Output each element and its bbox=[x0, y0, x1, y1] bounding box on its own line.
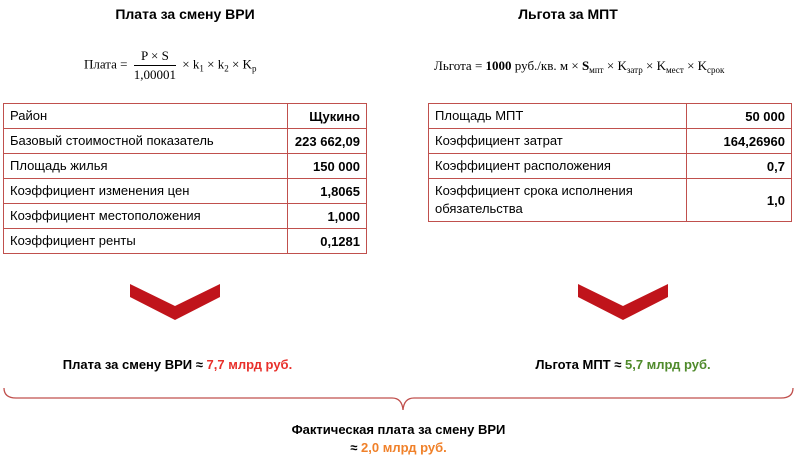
table-row bbox=[4, 129, 367, 154]
formula-k2-sub: 2 bbox=[224, 63, 229, 74]
benefit-title: Льгота за МПТ bbox=[518, 6, 618, 22]
formula-numerator: P × S bbox=[134, 48, 176, 66]
row-value: 150 000 bbox=[288, 154, 367, 179]
row-label: Коэффициент ренты bbox=[4, 229, 288, 254]
formula-denominator: 1,00001 bbox=[133, 67, 177, 82]
actual-payment-line bbox=[0, 439, 797, 457]
row-label: Коэффициент срока исполнения обязательства bbox=[429, 179, 687, 222]
formula-kzatr: × K bbox=[603, 58, 627, 73]
row-label: Площадь МПТ bbox=[429, 104, 687, 129]
formula-unit: руб./кв. м × bbox=[511, 58, 582, 73]
table-row bbox=[4, 204, 367, 229]
table-row bbox=[429, 129, 792, 154]
payment-result-label: Плата за смену ВРИ ≈ bbox=[62, 357, 207, 372]
formula-kp: × K bbox=[231, 56, 252, 72]
row-label: Площадь жилья bbox=[4, 154, 288, 179]
formula-kmest-sub: мест bbox=[665, 65, 684, 75]
row-label: Базовый стоимостной показатель bbox=[4, 129, 288, 154]
row-value: 50 000 bbox=[686, 104, 791, 129]
table-row bbox=[4, 229, 367, 254]
row-value: 1,000 bbox=[288, 204, 367, 229]
row-value: 164,26960 bbox=[686, 129, 791, 154]
row-value: 0,1281 bbox=[288, 229, 367, 254]
row-label: Коэффициент изменения цен bbox=[4, 179, 288, 204]
chevron-shape bbox=[130, 284, 220, 320]
curly-brace-icon bbox=[2, 386, 795, 414]
row-label: Район bbox=[4, 104, 288, 129]
formula-kmest: × K bbox=[642, 58, 666, 73]
formula-fraction bbox=[134, 48, 176, 83]
formula-s-sub: мпт bbox=[589, 65, 604, 75]
chevron-down-icon bbox=[578, 284, 668, 320]
row-value: 1,0 bbox=[686, 179, 791, 222]
benefit-parameters-table bbox=[428, 103, 792, 222]
actual-payment-approx: ≈ bbox=[350, 440, 362, 455]
payment-title: Плата за смену ВРИ bbox=[115, 6, 255, 22]
actual-payment-value: 2,0 млрд руб. bbox=[361, 440, 447, 455]
table-row bbox=[429, 104, 792, 129]
payment-parameters-table bbox=[3, 103, 367, 254]
row-value: 223 662,09 bbox=[288, 129, 367, 154]
formula-kp-sub: р bbox=[251, 63, 257, 74]
benefit-result-label: Льгота МПТ ≈ bbox=[535, 357, 625, 372]
table-row bbox=[4, 179, 367, 204]
formula-k1: × k bbox=[182, 56, 200, 72]
benefit-result bbox=[448, 357, 797, 372]
formula-k2: × k bbox=[207, 56, 225, 72]
row-label: Коэффициент затрат bbox=[429, 129, 687, 154]
chevron-down-icon bbox=[130, 284, 220, 320]
row-value: Щукино bbox=[288, 104, 367, 129]
row-label: Коэффициент местоположения bbox=[4, 204, 288, 229]
payment-result bbox=[0, 357, 355, 372]
table-row bbox=[429, 154, 792, 179]
row-value: 0,7 bbox=[686, 154, 791, 179]
table-row bbox=[4, 154, 367, 179]
benefit-formula bbox=[434, 58, 724, 75]
payment-formula bbox=[84, 48, 256, 83]
formula-k1-sub: 1 bbox=[199, 63, 204, 74]
brace-path bbox=[4, 388, 793, 410]
chevron-shape bbox=[578, 284, 668, 320]
formula-ksrok-sub: срок bbox=[707, 65, 725, 75]
formula-lhs: Льгота = bbox=[434, 58, 486, 73]
formula-ksrok: × K bbox=[683, 58, 708, 73]
formula-s: S bbox=[581, 58, 590, 73]
formula-amount: 1000 bbox=[485, 58, 512, 73]
row-value: 1,8065 bbox=[288, 179, 367, 204]
actual-payment-block bbox=[0, 421, 797, 457]
table-row bbox=[429, 179, 792, 222]
row-label: Коэффициент расположения bbox=[429, 154, 687, 179]
table-row bbox=[4, 104, 367, 129]
actual-payment-title: Фактическая плата за смену ВРИ bbox=[291, 422, 506, 437]
formula-kzatr-sub: затр bbox=[626, 65, 643, 75]
formula-lhs: Плата = bbox=[84, 56, 128, 72]
benefit-result-value: 5,7 млрд руб. bbox=[624, 357, 711, 372]
payment-result-value: 7,7 млрд руб. bbox=[206, 357, 293, 372]
